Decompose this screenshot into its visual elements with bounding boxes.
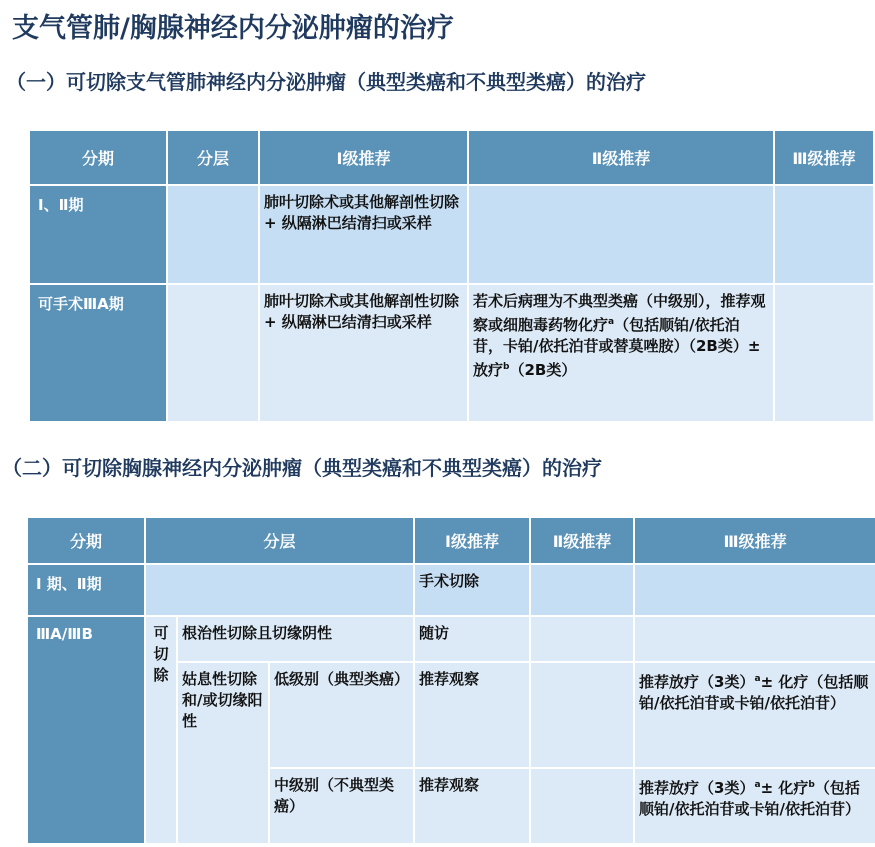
section2-heading: （二）可切除胸腺神经内分泌肿瘤（典型类癌和不典型类癌）的治疗	[2, 456, 602, 480]
table-row	[29, 185, 874, 284]
table-header-row	[29, 130, 874, 185]
page-title: 支气管肺/胸腺神经内分泌肿瘤的治疗	[12, 13, 454, 44]
header-level1: Ⅰ级推荐	[259, 130, 468, 185]
header-layer: 分层	[167, 130, 259, 185]
level1-cell: 推荐观察	[414, 662, 530, 768]
level3-cell	[634, 564, 875, 616]
table-row	[29, 284, 874, 422]
mid-grade-cell: 中级别（不典型类癌）	[269, 768, 414, 844]
level2-cell	[530, 616, 634, 662]
header-layer: 分层	[145, 517, 414, 564]
level3-cell	[774, 185, 874, 284]
level3-cell	[634, 616, 875, 662]
stage-cell: Ⅰ、Ⅱ期	[29, 185, 167, 284]
layer-cell	[167, 185, 259, 284]
table-row	[27, 616, 875, 662]
stage-cell: 可手术ⅢA期	[29, 284, 167, 422]
level1-cell: 肺叶切除术或其他解剖性切除 + 纵隔淋巴结清扫或采样	[259, 284, 468, 422]
layer-cell	[167, 284, 259, 422]
low-grade-cell: 低级别（典型类癌）	[269, 662, 414, 768]
lung-treatment-table	[28, 129, 875, 423]
level1-cell: 推荐观察	[414, 768, 530, 844]
header-stage: 分期	[29, 130, 167, 185]
level2-cell: 若术后病理为不典型类癌（中级别），推荐观察或细胞毒药物化疗$^a$（包括顺铂/依托泊苷，卡铂/依托泊苷或替莫唑胺）（2B类）± 放疗$^b$（2B类）	[468, 284, 774, 422]
resectable-cell: 可切除	[145, 616, 177, 844]
stage-cell: Ⅰ 期、Ⅱ期	[27, 564, 145, 616]
level2-cell	[468, 185, 774, 284]
header-level3: Ⅲ级推荐	[634, 517, 875, 564]
level2-cell	[530, 768, 634, 844]
level1-cell: 随访	[414, 616, 530, 662]
radical-cell: 根治性切除且切缘阴性	[177, 616, 414, 662]
level2-cell	[530, 564, 634, 616]
header-stage: 分期	[27, 517, 145, 564]
level3-cell	[774, 284, 874, 422]
header-level2: Ⅱ级推荐	[468, 130, 774, 185]
stage-cell: ⅢA/ⅢB	[27, 616, 145, 844]
section1-heading: （一）可切除支气管肺神经内分泌肿瘤（典型类癌和不典型类癌）的治疗	[6, 70, 646, 94]
header-level3: Ⅲ级推荐	[774, 130, 874, 185]
level1-cell: 手术切除	[414, 564, 530, 616]
level2-cell	[530, 662, 634, 768]
header-level2: Ⅱ级推荐	[530, 517, 634, 564]
layer-cell	[145, 564, 414, 616]
level3-cell: 推荐放疗（3类）$^a$± 化疗$^b$（包括顺铂/依托泊苷或卡铂/依托泊苷）	[634, 768, 875, 844]
thymus-treatment-table	[26, 516, 875, 845]
table-row	[27, 564, 875, 616]
table-header-row	[27, 517, 875, 564]
header-level1: Ⅰ级推荐	[414, 517, 530, 564]
palliative-cell: 姑息性切除和/或切缘阳性	[177, 662, 269, 844]
level1-cell: 肺叶切除术或其他解剖性切除 + 纵隔淋巴结清扫或采样	[259, 185, 468, 284]
level3-cell: 推荐放疗（3类）$^a$± 化疗（包括顺铂/依托泊苷或卡铂/依托泊苷）	[634, 662, 875, 768]
